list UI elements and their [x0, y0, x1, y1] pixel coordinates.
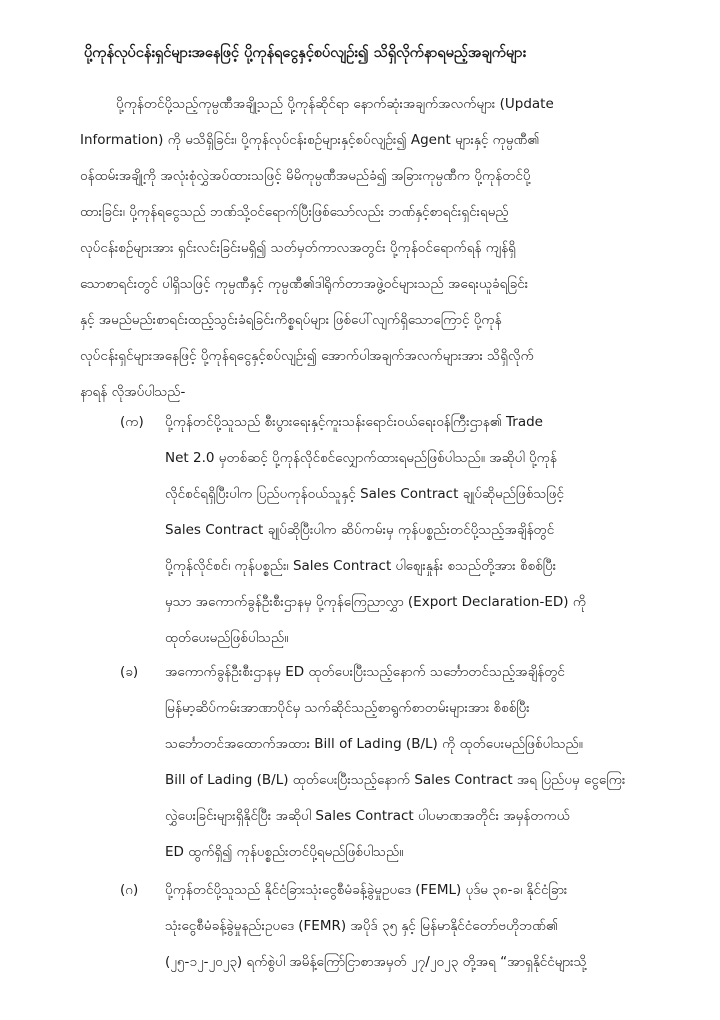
intro-line: လုပ်ငန်းရှင်များအနေဖြင့် ပို့ကုန်ရငွေနှင့်စပ်လျဉ်း၍ အောက်ပါအချက်အလက်များအား သိရှိလိုက် [80, 348, 534, 364]
item-line: ပို့ကုန်တင်ပို့သူသည် စီးပွားရေးနှင့်ကူးသန်းရောင်းဝယ်ရေးဝန်ကြီးဌာန၏ Trade [165, 414, 543, 430]
item-body [165, 654, 652, 870]
intro-line: Information) ကို မသိရှိခြင်း၊ ပို့ကုန်လုပ်ငန်းစဉ်များနှင့်စပ်လျဉ်း၍ Agent များနှင့် ကုမ္ပဏီ၏ [80, 132, 540, 148]
intro-line: နှင့် အမည်မည်းစာရင်းထည့်သွင်းခံရခြင်းကိစ္စရပ်များ ဖြစ်ပေါ်လျက်ရှိသောကြောင့် ပို့ကုန် [80, 312, 502, 328]
item-line: လွှဲပေးခြင်းများရှိနိုင်ပြီး အဆိုပါ Sales Contract ပါပမာဏအတိုင်း အမှန်တကယ် [165, 808, 570, 824]
item-line: ပို့ကုန်တင်ပို့သူသည် နိုင်ငံခြားသုံးငွေစီမံခန့်ခွဲမှုဥပဒေ (FEML) ပုဒ်မ ၃၈-ခ၊ နိုင်ငံခြား [165, 882, 568, 898]
intro-line: ဝန်ထမ်းအချို့ကို အလုံးစုံလွှဲအပ်ထားသဖြင့် မိမိကုမ္ပဏီအမည်ခံ၍ အခြားကုမ္ပဏီက ပို့ကုန်တင်ပို့ [80, 168, 531, 184]
item-line: မြန်မာ့ဆိပ်ကမ်းအာဏာပိုင်မှ သက်ဆိုင်သည့်စာရွက်စာတမ်းများအား စိစစ်ပြီး [165, 700, 530, 716]
item-marker: (ဂ) [120, 882, 139, 898]
intro-line: ထားခြင်း၊ ပို့ကုန်ရငွေသည် ဘဏ်သို့ဝင်ရောက်ပြီးဖြစ်သော်လည်း ဘဏ်နှင့်စာရင်းရှင်းရမည့် [80, 204, 509, 220]
intro-line: သောစာရင်းတွင် ပါရှိသဖြင့် ကုမ္ပဏီနှင့် ကုမ္ပဏီ၏ဒါရိုက်တာအဖွဲ့ဝင်များသည် အရေးယူခံရခြင်း [80, 276, 529, 292]
item-line: Sales Contract ချုပ်ဆိုပြီးပါက ဆိပ်ကမ်းမှ ကုန်ပစ္စည်းတင်ပို့သည့်အချိန်တွင် [165, 522, 555, 538]
item-line: သင်္ဘောတင်အထောက်အထား Bill of Lading (B/L) ကို ထုတ်ပေးမည်ဖြစ်ပါသည်။ [165, 736, 583, 752]
item-line: လိုင်စင်ရရှိပြီးပါက ပြည်ပကုန်ဝယ်သူနှင့် Sales Contract ချုပ်ဆိုမည်ဖြစ်သဖြင့် [165, 486, 564, 502]
intro-line: လုပ်ငန်းစဉ်များအား ရှင်းလင်းခြင်းမရှိ၍ သတ်မှတ်ကာလအတွင်း ပို့ကုန်ဝင်ရောက်ရန် ကျန်ရှိ [80, 240, 516, 256]
item-line: သုံးငွေစီမံခန့်ခွဲမှုနည်းဥပဒေ (FEMR) အပိုဒ် ၃၅ နှင့် မြန်မာနိုင်ငံတော်ဗဟိုဘဏ်၏ [165, 918, 558, 934]
item-body [165, 872, 652, 980]
intro-line: နာရန် လိုအပ်ပါသည်- [80, 384, 186, 400]
item-line: (၂၅-၁၂-၂၀၂၃) ရက်စွဲပါ အမိန့်ကြော်ငြာစာအမှတ် ၂၇/၂၀၂၃ တို့အရ “အာရှနိုင်ငံများသို့ [165, 954, 587, 970]
item-line: အကောက်ခွန်ဦးစီးဌာနမှ ED ထုတ်ပေးပြီးသည့်နောက် သင်္ဘောတင်သည့်အချိန်တွင် [165, 664, 565, 680]
item-marker: (က) [120, 414, 144, 430]
item-marker: (ခ) [120, 664, 139, 680]
item-body [165, 404, 652, 656]
item-line: ပို့ကုန်လိုင်စင်၊ ကုန်ပစ္စည်း၊ Sales Contract ပါဈေးနှုန်း စသည်တို့အား စိစစ်ပြီး [165, 558, 557, 574]
item-line: Net 2.0 မှတစ်ဆင့် ပို့ကုန်လိုင်စင်လျှောက်ထားရမည်ဖြစ်ပါသည်။ အဆိုပါ ပို့ကုန် [165, 450, 557, 466]
intro-paragraph [80, 86, 646, 410]
item-line: ED ထွက်ရှိ၍ ကုန်ပစ္စည်းတင်ပို့ရမည်ဖြစ်ပါသည်။ [165, 844, 404, 860]
item-line: ထုတ်ပေးမည်ဖြစ်ပါသည်။ [165, 630, 289, 646]
intro-line: ပို့ကုန်တင်ပို့သည့်ကုမ္ပဏီအချို့သည် ပို့ကုန်ဆိုင်ရာ နောက်ဆုံးအချက်အလက်များ (Update [116, 96, 554, 112]
item-line: Bill of Lading (B/L) ထုတ်ပေးပြီးသည့်နောက် Sales Contract အရ ပြည်ပမှ ငွေကြေး [165, 772, 626, 788]
item-line: မှသာ အကောက်ခွန်ဦးစီးဌာနမှ ပို့ကုန်ကြေညာလွှာ (Export Declaration-ED) ကို [165, 594, 587, 610]
document-title: ပို့ကုန်လုပ်ငန်းရှင်များအနေဖြင့် ပို့ကုန်ရငွေနှင့်စပ်လျဉ်း၍ သိရှိလိုက်နာရမည့်အချက်များ [84, 45, 527, 61]
